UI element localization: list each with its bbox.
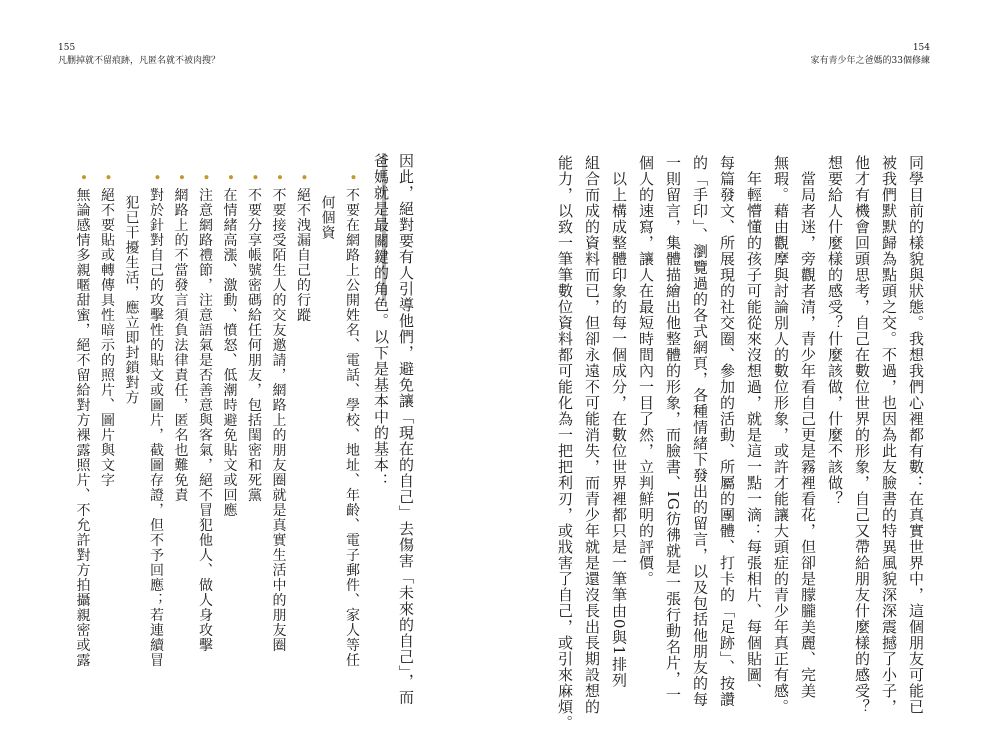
- body-column: 年輕懵懂的孩子可能從來沒想過，就是這一點一滴：每張相片、每個貼圖、: [745, 155, 763, 699]
- right-page-header: [811, 42, 930, 68]
- bullet-dot-icon: •: [295, 173, 311, 188]
- left-page-header: [58, 42, 220, 68]
- bullet-dot-icon: •: [221, 173, 238, 188]
- body-column: 想要給人什麼樣的感受？什麼該做，什麼不該做？: [826, 155, 844, 507]
- body-column: 組合而成的資料而已，但卻永遠不可能消失，而青少年就是還沒長出長期設想的: [583, 155, 601, 715]
- body-column: 能力，以致一筆筆數位資料都可能化為一把把利刃，或戕害了自己，或引來麻煩。: [556, 155, 574, 731]
- right-page-number: 154: [912, 43, 930, 53]
- bullet-text: 絕不洩漏自己的行蹤: [295, 187, 311, 323]
- bullet-text: 對於針對自己的攻擊性的貼文或圖片，截圖存證，但不予回應；若連續冒: [148, 187, 164, 668]
- body-column: 每篇發文、所展現的社交圈、參加的活動、所屬的團體、打卡的「足跡」、按讚: [718, 155, 736, 708]
- bullet-dot-icon: •: [197, 173, 213, 188]
- bullet-text: 注意網路禮節，注意語氣是否善意與客氣，絕不冒犯他人、做人身攻擊: [197, 187, 213, 653]
- body-column: 一則留言，集體描繪出他整體的形象，而臉書、IG彷彿就是一張行動名片，一: [664, 155, 682, 703]
- bullet-text: 犯已干擾生活，應立即封鎖對方: [123, 195, 140, 405]
- body-column: 的「手印」、瀏覽過的各式網頁，各種情緒下發出的留言，以及包括他朋友的每: [691, 155, 709, 708]
- bullet-dot-icon: •: [99, 173, 115, 188]
- bullet-dot-icon: •: [172, 173, 189, 188]
- body-column: 同學目前的樣貌與狀態。我想我們心裡都有數：在真實世界中，這個朋友可能已: [907, 155, 925, 715]
- bullet-item: [340, 173, 364, 668]
- bullet-text: 絕不要貼或轉傳具性暗示的照片、圖片與文字: [99, 187, 115, 488]
- right-book-title: 家有青少年之爸媽的33個修練: [810, 56, 930, 66]
- bullet-item: [144, 173, 168, 668]
- bullet-item: [169, 173, 193, 503]
- bullet-item: [71, 173, 95, 668]
- bullet-item: [267, 173, 291, 653]
- intro-column: 因此，絕對要有人引導他們，避免讓「現在的自己」去傷害「未來的自己」，而: [397, 153, 415, 706]
- left-page-number: 155: [58, 43, 76, 53]
- bullet-text: 在情緒高漲、激動、憤怒、低潮時避免貼文或回應: [221, 187, 238, 518]
- bullet-text: 不要在網路上公開姓名、電話、學校、地址、年齡、電子郵件、家人等任: [344, 187, 360, 668]
- intro-column: 爸媽就是最關鍵的角色。以下是基本中的基本：: [372, 153, 390, 489]
- bullet-text: 何個資: [319, 195, 336, 240]
- bullet-item: [291, 173, 315, 323]
- bullet-dot-icon: •: [344, 173, 360, 188]
- bullet-text: 不要分享帳號密碼給任何朋友，包括閨密和死黨: [246, 187, 262, 503]
- left-chapter-title: 凡删掉就不留痕跡，凡匿名就不被肉搜？: [58, 56, 221, 66]
- body-column: 個人的速寫，讓人在最短時間內一目了然，立判鮮明的評價。: [637, 155, 655, 587]
- body-column: 以上構成整體印象的每一個成分，在數位世界裡都只是一筆筆由0與1排列: [610, 155, 628, 689]
- bullet-dot-icon: •: [148, 173, 164, 188]
- bullet-text: 無論感情多親暱甜蜜，絕不留給對方裸露照片、不允許對方拍攝親密或露: [74, 187, 91, 668]
- bullet-dot-icon: •: [246, 173, 262, 188]
- bullet-item: [193, 173, 217, 653]
- body-column: 當局者迷，旁觀者清，青少年看自己更是霧裡看花，但卻是朦朧美麗、完美: [799, 155, 817, 699]
- bullet-item: [218, 173, 242, 518]
- body-column: 被我們默默歸為點頭之交。不過，也因為此友臉書的特異風貌深深震撼了小子，: [880, 155, 898, 715]
- bullet-item: [242, 173, 266, 503]
- body-column: 無瑕。藉由觀摩與討論別人的數位形象，或許才能讓大頭症的青少年真正有感。: [772, 155, 790, 715]
- bullet-dot-icon: •: [270, 173, 287, 188]
- bullet-text: 不要接受陌生人的交友邀請，網路上的朋友圈就是真實生活中的朋友圈: [270, 187, 287, 653]
- bullet-item-continuation: [316, 195, 340, 240]
- bullet-item-continuation: [120, 195, 144, 405]
- body-column: 他才有機會回頭思考，自己在數位世界的形象，自己又帶給朋友什麼樣的感受？: [853, 155, 871, 715]
- bullet-item: [95, 173, 119, 488]
- bullet-dot-icon: •: [74, 173, 91, 188]
- bullet-text: 網路上的不當發言須負法律責任，匿名也難免責: [172, 187, 189, 503]
